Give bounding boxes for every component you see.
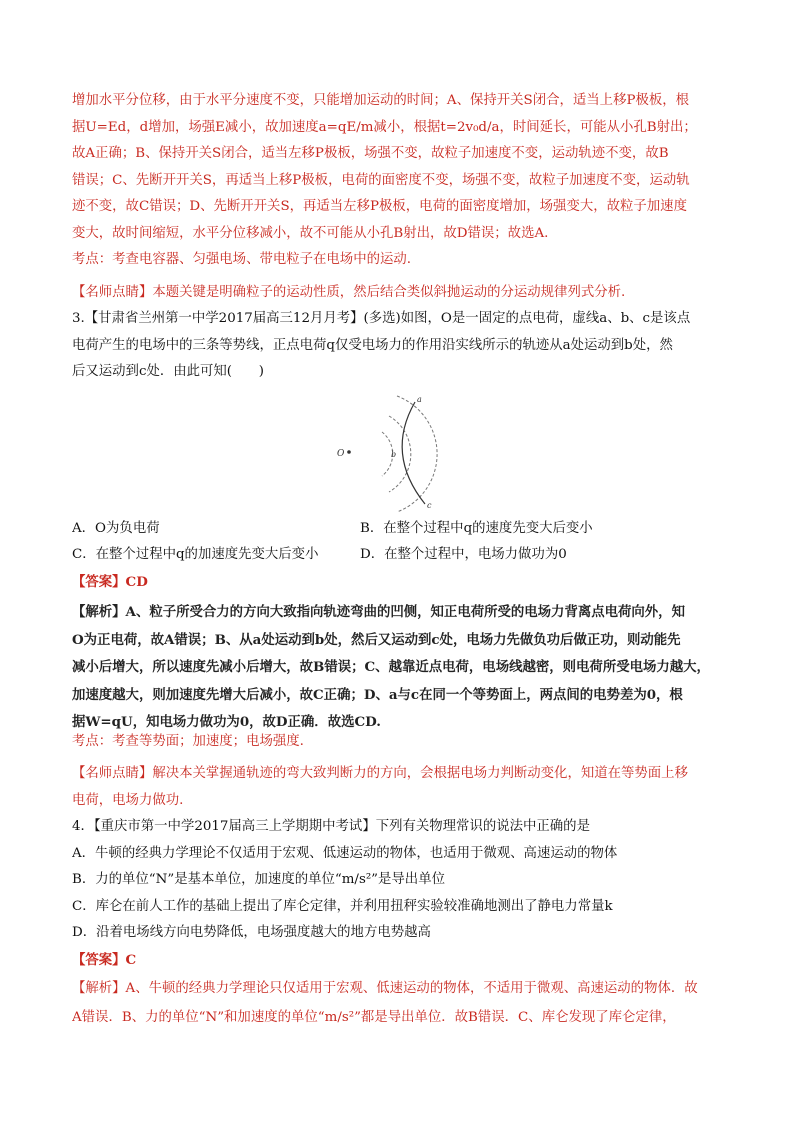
document-page bbox=[72, 88, 724, 1032]
label-c: c bbox=[427, 500, 432, 510]
analysis-line: O为正电荷，故A错误；B、从a处运动到b处，然后又运动到c处，电场力先做负功后做正功，则动能先 bbox=[72, 631, 681, 648]
label-a: a bbox=[417, 394, 422, 404]
option-a: A．牛顿的经典力学理论不仅适用于宏观、低速运动的物体，也适用于微观、高速运动的物体 bbox=[72, 845, 618, 861]
analysis-block bbox=[72, 599, 724, 737]
option-b: B．在整个过程中q的速度先变大后变小 bbox=[360, 520, 593, 536]
option-c: C．库仑在前人工作的基础上提出了库仑定律，并利用扭秤实验较准确地测出了静电力常量k bbox=[72, 898, 613, 914]
text-line: 据U=Ed，d增加，场强E减小，故加速度a=qE/m减小，根据t=2v₀d/a，时间延长，可能从小孔B射出； bbox=[72, 119, 697, 135]
analysis-line: 加速度越大，则加速度先增大后减小，故C正确；D、a与c在同一个等势面上，两点间的电势差为0，根 bbox=[72, 686, 683, 703]
text-line: 错误；C、先断开开关S，再适当上移P极板，电荷的面密度不变，场强不变，故粒子加速度不变，运动轨 bbox=[72, 172, 690, 188]
equipotential-figure bbox=[72, 388, 724, 516]
option-a: A．O为负电荷 bbox=[72, 520, 160, 536]
question-stem-line: 后又运动到c处．由此可知( ) bbox=[72, 364, 265, 379]
analysis-line: 据W=qU，知电场力做功为0，故D正确．故选CD. bbox=[72, 714, 381, 730]
analysis-line: A错误．B、力的单位“N”和加速度的单位“m/s²”都是导出单位．故B错误．C、库仑发现了库仑定律， bbox=[72, 1010, 676, 1025]
option-c: C．在整个过程中q的加速度先变大后变小 bbox=[72, 547, 319, 562]
kaodian-line: 考点：考查电容器、匀强电场、带电粒子在电场中的运动. bbox=[72, 252, 412, 267]
prev-solution bbox=[72, 88, 724, 306]
answer-label: 【答案】CD bbox=[72, 573, 148, 590]
question-stem-line: 3.【甘肃省兰州第一中学2017届高三12月月考】(多选)如图，O是一固定的点电荷，虚线a、b、c是该点 bbox=[72, 311, 691, 326]
analysis-line: 【解析】A、牛顿的经典力学理论只仅适用于宏观、低速运动的物体，不适用于微观、高速运动的物体．故 bbox=[72, 981, 698, 996]
question-3 bbox=[72, 306, 724, 814]
answer-label: 【答案】C bbox=[72, 951, 137, 968]
label-b: b bbox=[391, 449, 397, 459]
option-d: D．沿着电场线方向电势降低，电场强度越大的地方电势越高 bbox=[72, 925, 431, 940]
options-row bbox=[72, 542, 724, 569]
equipotential-diagram bbox=[327, 388, 467, 516]
analysis-line: 【解析】A、粒子所受合力的方向大致指向轨迹弯曲的凹侧，知正电荷所受的电场力背离点电荷向外，知 bbox=[72, 604, 685, 620]
text-line: 增加水平分位移，由于水平分速度不变，只能增加运动的时间；A、保持开关S闭合，适当上移P极板，根 bbox=[72, 93, 690, 108]
question-stem-line: 电荷产生的电场中的三条等势线，正点电荷q仅受电场力的作用沿实线所示的轨迹从a处运动到b处，然 bbox=[72, 337, 673, 353]
point-charge-o bbox=[347, 450, 351, 454]
option-d: D．在整个过程中，电场力做功为0 bbox=[360, 547, 567, 562]
label-o: O bbox=[337, 448, 345, 459]
option-b: B．力的单位“N”是基本单位，加速度的单位“m/s²”是导出单位 bbox=[72, 872, 445, 887]
analysis-line: 减小后增大，所以速度先减小后增大，故B错误；C、越靠近点电荷，电场线越密，则电荷所受电场力越大， bbox=[72, 659, 710, 675]
mingshi-line: 【名师点睛】本题关键是明确粒子的运动性质，然后结合类似斜抛运动的分运动规律列式分析. bbox=[72, 284, 626, 300]
text-line: 故A正确；B、保持开关S闭合，适当左移P极板，场强不变，故粒子加速度不变，运动轨迹不变，故B bbox=[72, 146, 669, 161]
mingshi-line: 【名师点睛】解决本关掌握通轨迹的弯大致判断力的方向，会根据电场力判断动变化，知道在等势面上移 bbox=[72, 766, 688, 781]
trajectory-line bbox=[402, 402, 425, 504]
question-4 bbox=[72, 814, 724, 1032]
text-line: 迹不变，故C错误；D、先断开开关S，再适当左移P极板，电荷的面密度增加，场强变大，故粒子加速度 bbox=[72, 199, 687, 214]
question-stem-line: 4．【重庆市第一中学2017届高三上学期期中考试】下列有关物理常识的说法中正确的是 bbox=[72, 819, 590, 834]
options-row bbox=[72, 516, 724, 543]
mingshi-line: 电荷，电场力做功. bbox=[72, 792, 184, 808]
text-line: 变大，故时间缩短，水平分位移减小，故不可能从小孔B射出，故D错误；故选A. bbox=[72, 225, 549, 241]
kaodian-line: 考点：考查等势面；加速度；电场强度. bbox=[72, 733, 304, 749]
